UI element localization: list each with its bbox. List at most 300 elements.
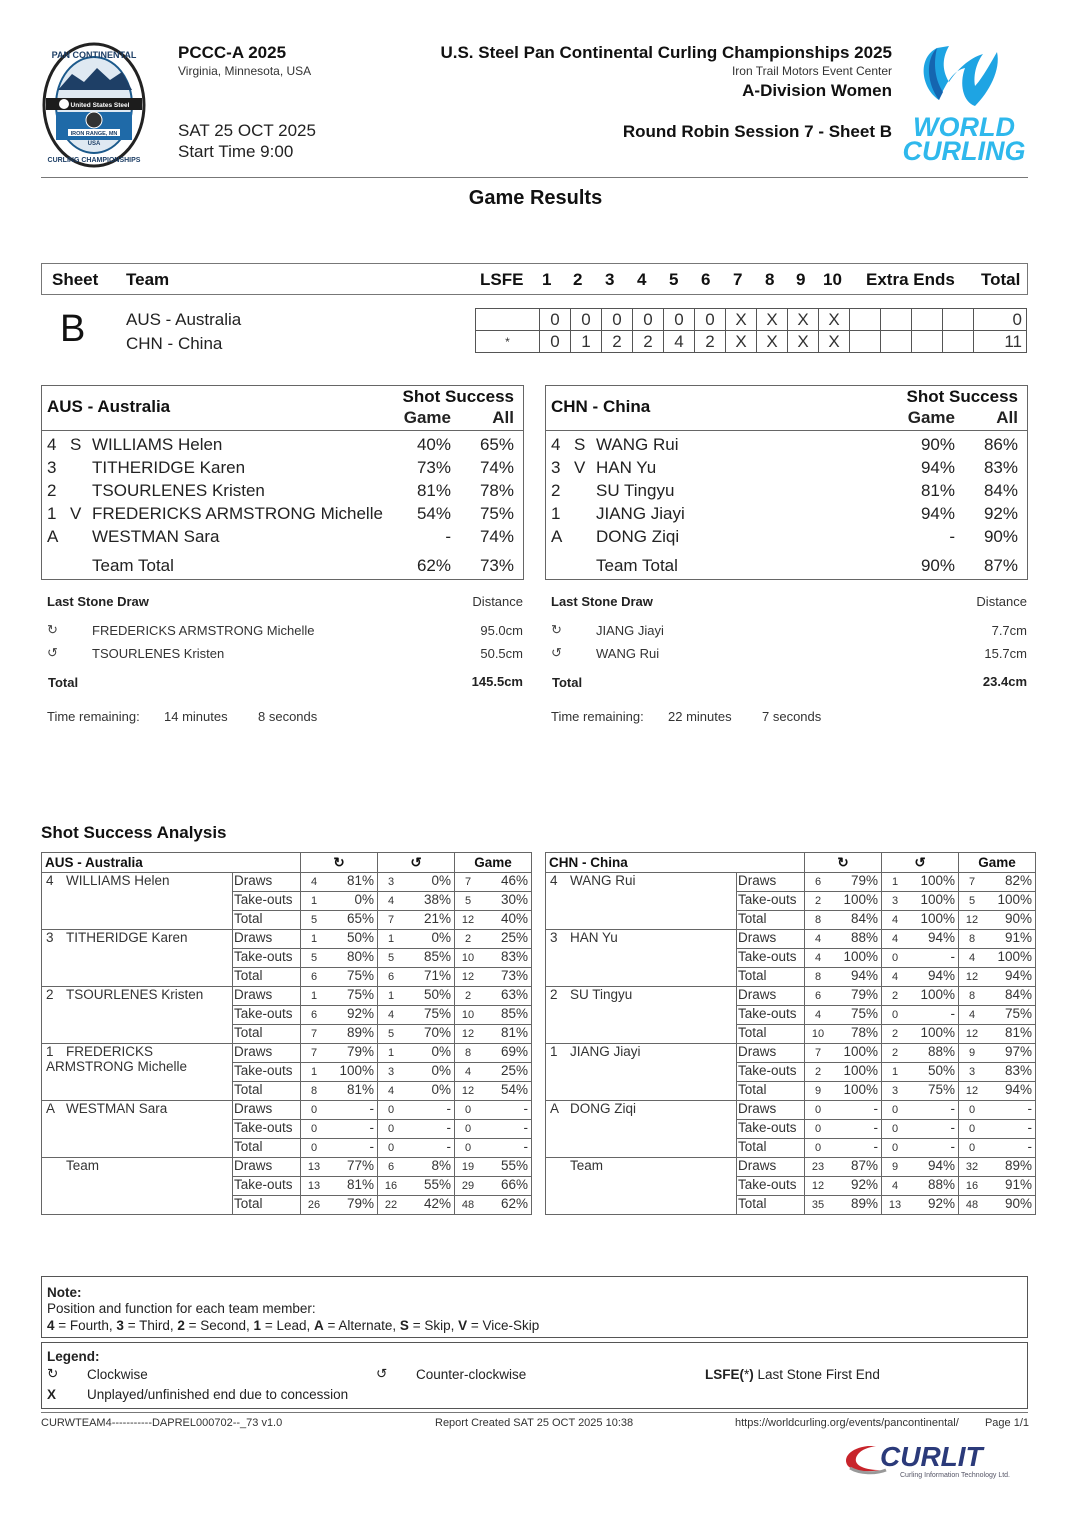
end-score: 0 bbox=[695, 309, 726, 331]
time-remaining-minutes: 22 minutes bbox=[668, 709, 732, 724]
shot-count: 6 bbox=[805, 873, 832, 892]
shot-pct: 80% bbox=[327, 949, 378, 968]
venue: Iron Trail Motors Event Center bbox=[731, 64, 892, 78]
pan-continental-logo bbox=[42, 42, 146, 168]
shot-pct: 81% bbox=[481, 1025, 532, 1044]
player-name: WESTMAN Sara bbox=[92, 527, 220, 546]
shot-type: Draws bbox=[233, 930, 301, 949]
counter-clockwise-icon: ↺ bbox=[376, 1366, 388, 1381]
analysis-player bbox=[42, 1101, 233, 1158]
end-8-header: 8 bbox=[765, 270, 775, 289]
end-10-header: 10 bbox=[823, 270, 842, 289]
shot-count: 9 bbox=[959, 1044, 986, 1063]
shot-pct: 100% bbox=[831, 892, 882, 911]
lsd-distance: 15.7cm bbox=[984, 646, 1027, 661]
shot-count: 4 bbox=[882, 911, 909, 930]
shot-count: 2 bbox=[455, 987, 482, 1006]
shot-count: 0 bbox=[805, 1139, 832, 1158]
counter-clockwise-label: Counter-clockwise bbox=[416, 1367, 527, 1382]
shot-count: 1 bbox=[301, 1063, 328, 1082]
shot-count: 1 bbox=[378, 1044, 405, 1063]
shot-pct: 79% bbox=[327, 1196, 378, 1215]
position: 2 bbox=[550, 987, 558, 1002]
shot-type: Take-outs bbox=[737, 1006, 805, 1025]
player-name: TSOURLENES Kristen bbox=[92, 481, 265, 500]
shot-count: 4 bbox=[882, 1177, 909, 1196]
svg-text:CURLING CHAMPIONSHIPS: CURLING CHAMPIONSHIPS bbox=[47, 157, 141, 164]
shot-pct: 77% bbox=[327, 1158, 378, 1177]
position: 4 bbox=[551, 435, 561, 454]
analysis-player bbox=[546, 1158, 737, 1215]
shot-count: 4 bbox=[455, 1063, 482, 1082]
shot-count: 48 bbox=[455, 1196, 482, 1215]
time-remaining-seconds: 8 seconds bbox=[258, 709, 318, 724]
lsd-distance: 50.5cm bbox=[480, 646, 523, 661]
shot-pct: 83% bbox=[481, 949, 532, 968]
extra-end bbox=[881, 309, 912, 331]
team-total-row bbox=[546, 556, 1027, 579]
shot-count: 0 bbox=[805, 1101, 832, 1120]
shot-pct: 100% bbox=[831, 1044, 882, 1063]
event-url[interactable]: https://worldcurling.org/events/pancontinental/ bbox=[735, 1417, 959, 1429]
world-curling-logo bbox=[897, 40, 1031, 164]
analysis-player bbox=[546, 930, 737, 987]
shot-count: 7 bbox=[959, 873, 986, 892]
player-name: TSOURLENES Kristen bbox=[66, 987, 204, 1002]
shot-count: 0 bbox=[882, 1101, 909, 1120]
shot-pct: 62% bbox=[481, 1196, 532, 1215]
shot-count: 29 bbox=[455, 1177, 482, 1196]
player-row bbox=[42, 527, 523, 550]
lsfe-header: LSFE bbox=[480, 270, 524, 289]
page-title: Game Results bbox=[468, 187, 603, 209]
championship-title: U.S. Steel Pan Continental Curling Championships 2025 bbox=[440, 43, 892, 62]
shot-pct: 40% bbox=[481, 911, 532, 930]
shot-pct: 81% bbox=[327, 873, 378, 892]
player-name: JIANG Jiayi bbox=[596, 504, 685, 523]
page-number: Page 1/1 bbox=[984, 1417, 1029, 1429]
end-score: 0 bbox=[633, 309, 664, 331]
shot-count: 13 bbox=[301, 1177, 328, 1196]
note-key-list bbox=[47, 1318, 539, 1333]
all-pct: 90% bbox=[983, 527, 1018, 546]
shot-pct: 70% bbox=[404, 1025, 455, 1044]
note-text: = Vice-Skip bbox=[467, 1318, 540, 1333]
lsd-distance: 7.7cm bbox=[991, 623, 1027, 638]
shot-type: Total bbox=[233, 911, 301, 930]
shot-pct: 46% bbox=[481, 873, 532, 892]
shot-pct: 42% bbox=[404, 1196, 455, 1215]
end-4-header: 4 bbox=[637, 270, 647, 289]
analysis-table-aus bbox=[41, 852, 532, 1215]
shot-pct: 0% bbox=[404, 1082, 455, 1101]
clockwise-icon: ↻ bbox=[47, 1366, 59, 1381]
extra-end bbox=[850, 331, 881, 353]
clockwise-icon: ↻ bbox=[805, 853, 882, 873]
shot-pct: - bbox=[985, 1101, 1036, 1120]
shot-count: 7 bbox=[455, 873, 482, 892]
extra-ends-header: Extra Ends bbox=[866, 270, 955, 289]
shot-pct: 38% bbox=[404, 892, 455, 911]
shot-pct: 75% bbox=[327, 968, 378, 987]
shot-pct: 100% bbox=[831, 1063, 882, 1082]
analysis-row bbox=[546, 1158, 1036, 1177]
sheet-header: Sheet bbox=[52, 270, 99, 289]
shot-count: 5 bbox=[378, 1025, 405, 1044]
analysis-row bbox=[546, 1044, 1036, 1063]
all-pct: 87% bbox=[983, 556, 1018, 575]
end-score: 0 bbox=[664, 309, 695, 331]
shot-pct: 88% bbox=[908, 1177, 959, 1196]
lsd-distance: 95.0cm bbox=[480, 623, 523, 638]
shot-pct: 65% bbox=[327, 911, 378, 930]
shot-count: 0 bbox=[378, 1120, 405, 1139]
shot-pct: 25% bbox=[481, 1063, 532, 1082]
shot-count: 0 bbox=[455, 1139, 482, 1158]
shot-type: Draws bbox=[233, 987, 301, 1006]
shot-pct: 89% bbox=[831, 1196, 882, 1215]
shot-pct: - bbox=[831, 1120, 882, 1139]
game-column-header: Game bbox=[959, 853, 1036, 873]
shot-count: 0 bbox=[378, 1139, 405, 1158]
function: S bbox=[70, 435, 82, 454]
position: 1 bbox=[550, 1044, 558, 1059]
shot-type: Take-outs bbox=[233, 892, 301, 911]
all-pct: 73% bbox=[479, 556, 514, 575]
shot-count: 12 bbox=[805, 1177, 832, 1196]
game-pct: 54% bbox=[416, 504, 451, 523]
counter-clockwise-icon: ↺ bbox=[882, 853, 959, 873]
shot-type: Draws bbox=[737, 1044, 805, 1063]
shot-count: 8 bbox=[805, 968, 832, 987]
shot-count: 19 bbox=[455, 1158, 482, 1177]
team-name: CHN - China bbox=[551, 397, 651, 416]
shot-count: 4 bbox=[805, 1006, 832, 1025]
player-row bbox=[546, 527, 1027, 550]
position: A bbox=[46, 1101, 56, 1116]
position: 3 bbox=[550, 930, 558, 945]
all-pct: 75% bbox=[479, 504, 514, 523]
end-score: 2 bbox=[633, 331, 664, 353]
lsfe-star: * bbox=[744, 1367, 750, 1382]
shot-pct: 100% bbox=[831, 1082, 882, 1101]
shot-count: 0 bbox=[301, 1139, 328, 1158]
shot-pct: 90% bbox=[985, 911, 1036, 930]
extra-end bbox=[943, 309, 974, 331]
shot-type: Take-outs bbox=[233, 1006, 301, 1025]
shot-count: 2 bbox=[455, 930, 482, 949]
shot-pct: 100% bbox=[985, 892, 1036, 911]
shot-count: 7 bbox=[378, 911, 405, 930]
shot-pct: 91% bbox=[985, 1177, 1036, 1196]
shot-pct: 100% bbox=[908, 873, 959, 892]
analysis-player bbox=[546, 987, 737, 1044]
shot-pct: 84% bbox=[831, 911, 882, 930]
shot-pct: 94% bbox=[831, 968, 882, 987]
position: 3 bbox=[551, 458, 561, 477]
svg-text:IRON RANGE, MN: IRON RANGE, MN bbox=[70, 131, 118, 137]
shot-type: Total bbox=[233, 1196, 301, 1215]
shot-count: 0 bbox=[959, 1139, 986, 1158]
player-name: FREDERICKS ARMSTRONG Michelle bbox=[92, 504, 383, 523]
shot-pct: 8% bbox=[404, 1158, 455, 1177]
shot-count: 0 bbox=[882, 949, 909, 968]
shot-pct: - bbox=[327, 1120, 378, 1139]
shot-count: 2 bbox=[882, 987, 909, 1006]
end-score: X bbox=[757, 331, 788, 353]
shot-pct: 73% bbox=[481, 968, 532, 987]
shot-count: 4 bbox=[378, 892, 405, 911]
shot-type: Take-outs bbox=[233, 949, 301, 968]
shot-count: 6 bbox=[378, 1158, 405, 1177]
position: 1 bbox=[551, 504, 561, 523]
note-key: S bbox=[399, 1318, 409, 1333]
shot-count: 2 bbox=[805, 892, 832, 911]
all-pct: 92% bbox=[983, 504, 1018, 523]
shot-count: 1 bbox=[301, 987, 328, 1006]
counter-clockwise-icon: ↺ bbox=[47, 645, 58, 660]
end-7-header: 7 bbox=[733, 270, 743, 289]
shot-count: 4 bbox=[805, 930, 832, 949]
analysis-player bbox=[42, 873, 233, 930]
player-row bbox=[42, 458, 523, 481]
shot-pct: 75% bbox=[985, 1006, 1036, 1025]
shot-pct: 75% bbox=[908, 1082, 959, 1101]
shot-count: 7 bbox=[301, 1044, 328, 1063]
end-score: X bbox=[788, 309, 819, 331]
shot-pct: 54% bbox=[481, 1082, 532, 1101]
lsd-title-aus: Last Stone Draw bbox=[47, 594, 149, 609]
note-key: 4 bbox=[47, 1318, 55, 1333]
shot-count: 7 bbox=[301, 1025, 328, 1044]
shot-count: 8 bbox=[959, 987, 986, 1006]
shot-pct: 88% bbox=[831, 930, 882, 949]
shot-count: 4 bbox=[378, 1082, 405, 1101]
shot-pct: 66% bbox=[481, 1177, 532, 1196]
shot-count: 12 bbox=[455, 968, 482, 987]
shot-pct: 84% bbox=[985, 987, 1036, 1006]
shot-pct: 0% bbox=[404, 873, 455, 892]
shot-count: 2 bbox=[882, 1044, 909, 1063]
end-score: 1 bbox=[571, 331, 602, 353]
svg-text:USA: USA bbox=[87, 141, 101, 147]
shot-count: 1 bbox=[882, 1063, 909, 1082]
shot-pct: 94% bbox=[908, 1158, 959, 1177]
shot-pct: 79% bbox=[831, 987, 882, 1006]
note-text: = Lead, bbox=[261, 1318, 314, 1333]
analysis-player bbox=[546, 873, 737, 930]
position: 2 bbox=[47, 481, 57, 500]
shot-pct: - bbox=[908, 1101, 959, 1120]
end-score: 0 bbox=[602, 309, 633, 331]
report-code: CURWTEAM4-----------DAPREL000702--_73 v1.0 bbox=[41, 1417, 283, 1429]
analysis-row bbox=[42, 930, 532, 949]
shot-type: Total bbox=[737, 911, 805, 930]
shot-pct: 85% bbox=[481, 1006, 532, 1025]
shot-success-label: Shot Success bbox=[402, 387, 514, 406]
time-remaining-label: Time remaining: bbox=[47, 709, 140, 724]
team-total-label: Team Total bbox=[596, 556, 678, 575]
start-time: Start Time 9:00 bbox=[178, 142, 294, 161]
game-pct: 90% bbox=[920, 435, 955, 454]
end-score: X bbox=[757, 309, 788, 331]
player-name: SU Tingyu bbox=[570, 987, 633, 1002]
analysis-row bbox=[546, 1101, 1036, 1120]
sheet-letter: B bbox=[60, 308, 86, 350]
lsfe-cell bbox=[476, 309, 540, 331]
time-remaining-label: Time remaining: bbox=[551, 709, 644, 724]
lsd-distance-label-aus: Distance bbox=[472, 594, 523, 609]
shot-count: 2 bbox=[882, 1025, 909, 1044]
curlit-subtitle: Curling Information Technology Ltd. bbox=[900, 1472, 1010, 1479]
note-key: V bbox=[458, 1318, 468, 1333]
team-header: Team bbox=[126, 270, 170, 289]
shot-pct: 82% bbox=[985, 873, 1036, 892]
team-summary-header bbox=[42, 386, 523, 431]
analysis-title: Shot Success Analysis bbox=[41, 823, 227, 842]
extra-end bbox=[912, 331, 943, 353]
legend-title: Legend: bbox=[47, 1349, 100, 1364]
shot-type: Total bbox=[737, 1196, 805, 1215]
end-score: 0 bbox=[540, 331, 571, 353]
shot-type: Total bbox=[737, 1082, 805, 1101]
team-summary-aus bbox=[41, 385, 524, 580]
note-key: 3 bbox=[116, 1318, 124, 1333]
lsd-title-chn: Last Stone Draw bbox=[551, 594, 653, 609]
player-row bbox=[546, 435, 1027, 458]
shot-count: 4 bbox=[301, 873, 328, 892]
shot-pct: 75% bbox=[327, 987, 378, 1006]
position: 4 bbox=[550, 873, 558, 888]
x-key: X bbox=[47, 1387, 57, 1402]
position: 1 bbox=[46, 1044, 54, 1059]
end-6-header: 6 bbox=[701, 270, 711, 289]
shot-type: Take-outs bbox=[233, 1177, 301, 1196]
shot-pct: 79% bbox=[831, 873, 882, 892]
shot-count: 5 bbox=[301, 949, 328, 968]
shot-pct: 92% bbox=[908, 1196, 959, 1215]
shot-type: Take-outs bbox=[233, 1120, 301, 1139]
shot-count: 16 bbox=[378, 1177, 405, 1196]
player-name: DONG Ziqi bbox=[596, 527, 680, 546]
note-line: Position and function for each team member: bbox=[47, 1301, 316, 1316]
shot-pct: 94% bbox=[985, 968, 1036, 987]
player-name: FREDERICKS ARMSTRONG Michelle bbox=[46, 1044, 188, 1074]
shot-count: 26 bbox=[301, 1196, 328, 1215]
shot-pct: 0% bbox=[404, 930, 455, 949]
shot-pct: 75% bbox=[404, 1006, 455, 1025]
shot-count: 1 bbox=[378, 987, 405, 1006]
analysis-row bbox=[42, 1158, 532, 1177]
session: Round Robin Session 7 - Sheet B bbox=[622, 122, 892, 141]
analysis-row bbox=[42, 1101, 532, 1120]
shot-pct: 100% bbox=[985, 949, 1036, 968]
analysis-player bbox=[42, 930, 233, 987]
shot-count: 10 bbox=[455, 949, 482, 968]
end-score: 0 bbox=[571, 309, 602, 331]
player-name: HAN Yu bbox=[596, 458, 657, 477]
shot-count: 8 bbox=[959, 930, 986, 949]
shot-pct: - bbox=[327, 1139, 378, 1158]
shot-pct: 87% bbox=[831, 1158, 882, 1177]
analysis-row bbox=[546, 930, 1036, 949]
shot-type: Draws bbox=[233, 873, 301, 892]
analysis-player bbox=[42, 1044, 233, 1101]
game-label: Game bbox=[907, 408, 955, 427]
position: A bbox=[550, 1101, 560, 1116]
shot-pct: - bbox=[404, 1139, 455, 1158]
shot-pct: 21% bbox=[404, 911, 455, 930]
shot-pct: 25% bbox=[481, 930, 532, 949]
footer-divider bbox=[41, 1412, 1028, 1413]
end-score: 4 bbox=[664, 331, 695, 353]
shot-count: 13 bbox=[301, 1158, 328, 1177]
end-5-header: 5 bbox=[669, 270, 679, 289]
counter-clockwise-icon: ↺ bbox=[378, 853, 455, 873]
end-score: X bbox=[726, 331, 757, 353]
analysis-row bbox=[546, 873, 1036, 892]
note-title: Note: bbox=[47, 1285, 82, 1300]
shot-pct: 83% bbox=[985, 1063, 1036, 1082]
analysis-header-row bbox=[42, 853, 532, 873]
shot-count: 5 bbox=[301, 911, 328, 930]
note-text: = Skip, bbox=[408, 1318, 459, 1333]
shot-count: 0 bbox=[455, 1120, 482, 1139]
clockwise-label: Clockwise bbox=[87, 1367, 148, 1382]
shot-count: 1 bbox=[882, 873, 909, 892]
shot-count: 12 bbox=[959, 911, 986, 930]
all-pct: 74% bbox=[479, 458, 514, 477]
shot-count: 32 bbox=[959, 1158, 986, 1177]
position: 3 bbox=[46, 930, 54, 945]
shot-count: 6 bbox=[301, 1006, 328, 1025]
shot-pct: 89% bbox=[985, 1158, 1036, 1177]
end-score: 2 bbox=[695, 331, 726, 353]
shot-pct: 71% bbox=[404, 968, 455, 987]
lsd-total-label: Total bbox=[552, 675, 583, 690]
shot-count: 0 bbox=[378, 1101, 405, 1120]
shot-pct: 0% bbox=[404, 1044, 455, 1063]
shot-pct: - bbox=[908, 949, 959, 968]
all-pct: 86% bbox=[983, 435, 1018, 454]
player-row bbox=[42, 481, 523, 504]
report-created: Report Created SAT 25 OCT 2025 10:38 bbox=[435, 1417, 634, 1429]
shot-type: Total bbox=[737, 1025, 805, 1044]
position: 2 bbox=[46, 987, 54, 1002]
shot-count: 3 bbox=[378, 1063, 405, 1082]
header-divider bbox=[41, 177, 1028, 178]
game-pct: 90% bbox=[920, 556, 955, 575]
shot-pct: - bbox=[404, 1120, 455, 1139]
shot-pct: - bbox=[908, 1120, 959, 1139]
shot-count: 35 bbox=[805, 1196, 832, 1215]
total-header: Total bbox=[981, 270, 1021, 289]
counter-clockwise-icon: ↺ bbox=[551, 645, 562, 660]
player-name: SU Tingyu bbox=[596, 481, 675, 500]
end-score: 0 bbox=[540, 309, 571, 331]
shot-type: Draws bbox=[737, 930, 805, 949]
shot-type: Total bbox=[233, 968, 301, 987]
svg-text:CURLING: CURLING bbox=[902, 136, 1026, 164]
analysis-player bbox=[42, 987, 233, 1044]
clockwise-icon: ↻ bbox=[301, 853, 378, 873]
shot-pct: 100% bbox=[908, 1025, 959, 1044]
lsfe-label: Last Stone First End bbox=[753, 1367, 880, 1382]
note-key: A bbox=[313, 1318, 324, 1333]
analysis-header-row bbox=[546, 853, 1036, 873]
game-pct: - bbox=[445, 527, 451, 546]
analysis-team-name: CHN - China bbox=[546, 853, 805, 873]
